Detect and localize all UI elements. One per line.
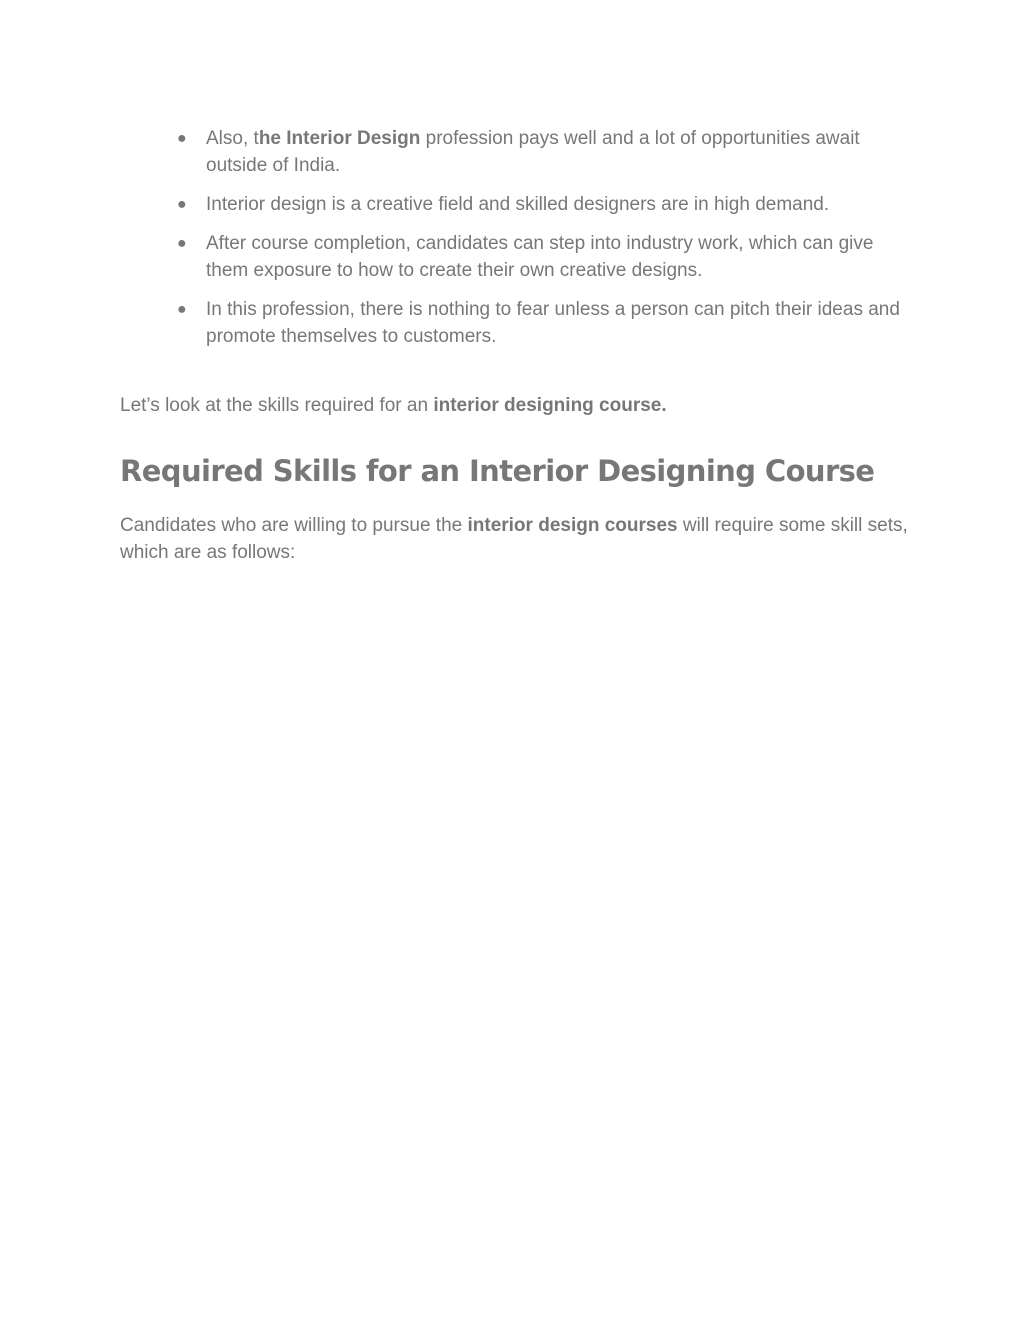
section-heading: Required Skills for an Interior Designing Course [120, 454, 875, 488]
bullet-dot-icon: ● [177, 235, 187, 252]
skills-intro-paragraph: Candidates who are willing to pursue the interior design courses will require some skill sets, which are as follows: [120, 515, 908, 563]
benefits-bullet-list [120, 125, 910, 362]
intro-paragraph: Let’s look at the skills required for an interior designing course. [120, 395, 667, 416]
bullet-item-opportunities: ● Also, the Interior Design profession pays well and a lot of opportunities await outside of India. [120, 125, 910, 179]
bullet-item-pitch-ideas: ● In this profession, there is nothing to fear unless a person can pitch their ideas and promote themselves to customers. [120, 296, 910, 350]
bullet-dot-icon: ● [177, 301, 187, 318]
bullet-item-industry-work: ● After course completion, candidates can step into industry work, which can give them exposure to how to create their own creative designs. [120, 230, 910, 284]
bullet-item-creative-field: ● Interior design is a creative field and skilled designers are in high demand. [120, 191, 910, 218]
bullet-dot-icon: ● [177, 130, 187, 147]
bullet-dot-icon: ● [177, 196, 187, 213]
